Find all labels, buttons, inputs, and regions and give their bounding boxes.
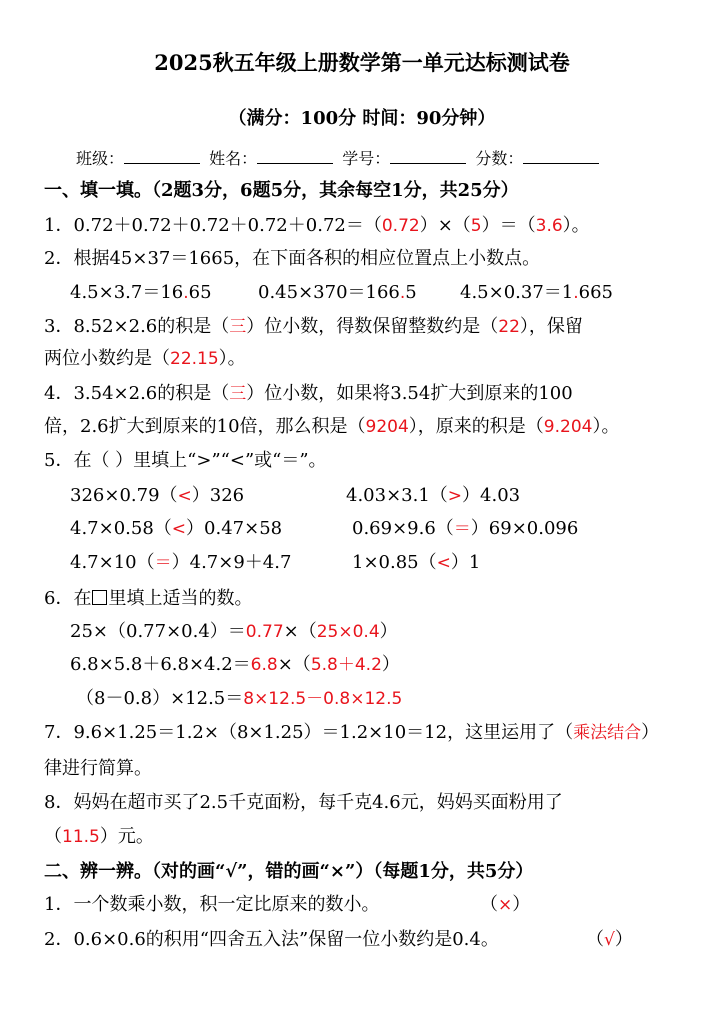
q5-r2r-post: ）69×0.096	[470, 518, 579, 539]
q2-e3-pre: 4.5×0.37＝1	[460, 282, 574, 303]
q5-r3l-post: ）4.7×9＋4.7	[171, 552, 292, 573]
q2-expr-1	[70, 282, 212, 304]
q5-text: 5．在（ ）里填上“>”“<”或“＝”。	[44, 450, 327, 471]
score-blank[interactable]	[523, 149, 599, 164]
q2-e1-pre: 4.5×3.7＝16	[70, 282, 184, 303]
q3-answer-1: 三	[229, 317, 247, 337]
q3-answer-2: 22	[498, 317, 520, 337]
q6-row3	[76, 688, 402, 710]
info-row	[76, 148, 603, 170]
q4-l2-mid: ），原来的积是（	[408, 416, 544, 437]
section2-heading: 二、辨一辨。（对的画“√”，错的画“×”）（每题1分，共5分）	[44, 861, 534, 882]
q3-answer-3: 22.15	[170, 349, 219, 369]
q7-answer: 乘法结合	[573, 723, 642, 743]
name-blank[interactable]	[257, 149, 333, 164]
q6-r1-answer-b: 25×0.4	[316, 622, 380, 642]
q8-answer: 11.5	[62, 827, 100, 847]
q8-line2	[44, 826, 154, 848]
q2-e2-dot: .	[399, 283, 406, 303]
q6-row2	[70, 654, 400, 676]
q6-post: 里填上适当的数。	[108, 588, 253, 609]
q2-expr-2	[258, 282, 417, 304]
q6-r1-pre: 25×（0.77×0.4）＝	[70, 621, 246, 642]
q4-answer-2: 9204	[365, 417, 409, 437]
judge-q2-answer-box	[586, 929, 633, 951]
q1-answer-2: 5	[470, 216, 482, 236]
page-title: 2025秋五年级上册数学第一单元达标测试卷	[154, 50, 570, 75]
q5-r3l-pre: 4.7×10（	[70, 552, 155, 573]
q2-e3-dot: .	[573, 283, 579, 303]
q7-post: ）	[641, 722, 660, 743]
q5-r1r-answer: >	[447, 486, 463, 506]
q5-r3r-pre: 1×0.85（	[352, 552, 437, 573]
q5-r2r-pre: 0.69×9.6（	[352, 518, 454, 539]
name-label: 姓名：	[209, 149, 258, 168]
q3-mid1: ）位小数，得数保留整数约是（	[246, 316, 499, 337]
q6-r1-post: ）	[379, 621, 398, 642]
q6-r2-pre: 6.8×5.8＋6.8×4.2＝	[70, 654, 251, 675]
q5-r1r-pre: 4.03×3.1（	[346, 485, 448, 506]
judge-q1-answer: ×	[498, 895, 513, 915]
class-blank[interactable]	[124, 149, 200, 164]
q6-row1	[70, 621, 398, 643]
q4-answer-3: 9.204	[543, 417, 593, 437]
q4-line1	[44, 383, 573, 405]
q1-answer-3: 3.6	[535, 216, 563, 236]
class-label: 班级：	[76, 149, 125, 168]
q5-row3-left	[70, 552, 291, 574]
q5-row2-left	[70, 518, 282, 540]
q3-mid2: ），保留	[519, 316, 583, 337]
q6-r2-post: ）	[381, 654, 400, 675]
q6-r1-mid: ×（	[283, 621, 317, 642]
q4-line2	[44, 416, 619, 438]
q2-e1-post: 65	[188, 282, 212, 303]
judge-q2-answer: √	[604, 930, 615, 950]
id-label: 学号：	[342, 149, 391, 168]
q5-r1l-pre: 326×0.79（	[70, 485, 178, 506]
q5-row1-left	[70, 485, 244, 507]
q3-l2-pre: 两位小数约是（	[44, 348, 170, 369]
q6-r2-answer-a: 6.8	[250, 655, 278, 675]
q1-pre: 1．0.72＋0.72＋0.72＋0.72＋0.72＝（	[44, 215, 382, 236]
q6-text	[44, 588, 252, 610]
q3-pre: 3．8.52×2.6的积是（	[44, 316, 230, 337]
q1-mid1: ）×（	[419, 215, 471, 236]
q6-r1-answer-a: 0.77	[245, 622, 284, 642]
q5-r1r-post: ）4.03	[462, 485, 521, 506]
q6-r2-answer-b: 5.8＋4.2	[310, 655, 382, 675]
judge-q2-text: 2．0.6×0.6的积用“四舍五入法”保留一位小数约是0.4。	[44, 929, 499, 950]
q5-r2l-post: ）0.47×58	[186, 518, 283, 539]
subtitle: （满分：100分 时间：90分钟）	[228, 108, 496, 129]
q5-r2l-answer: <	[171, 519, 187, 539]
judge-q2-open: （	[586, 929, 604, 950]
q1-post: ）。	[562, 215, 590, 236]
q5-r2r-answer: ＝	[453, 519, 471, 539]
q5-r1l-post: ）326	[191, 485, 245, 506]
q3-line1	[44, 316, 583, 338]
q5-r3r-post: ）1	[450, 552, 481, 573]
q5-row3-right	[352, 552, 480, 574]
q1-mid2: ）＝（	[481, 215, 536, 236]
square-box-icon	[92, 590, 107, 605]
judge-q2-close: ）	[614, 929, 633, 950]
q5-r1l-answer: <	[177, 486, 192, 506]
q7-line2: 律进行简算。	[44, 758, 152, 779]
q2-e3-post: 665	[578, 282, 614, 303]
q4-mid1: ）位小数，如果将3.54扩大到原来的100	[246, 383, 573, 404]
score-label: 分数：	[475, 149, 524, 168]
q6-pre: 6．在	[44, 588, 92, 609]
judge-q1-answer-box	[480, 894, 530, 916]
q2-expr-3	[460, 282, 613, 304]
q6-r2-mid: ×（	[277, 654, 311, 675]
q4-l2-post: ）。	[592, 416, 620, 437]
judge-q1-text: 1．一个数乘小数，积一定比原来的数小。	[44, 894, 380, 915]
q4-l2-pre: 倍，2.6扩大到原来的10倍，那么积是（	[44, 416, 366, 437]
q2-e1-dot: .	[183, 283, 189, 303]
q4-answer-1: 三	[229, 384, 247, 404]
q5-r3r-answer: <	[436, 553, 451, 573]
q3-l2-post: ）。	[218, 348, 246, 369]
q2-e2-post: 5	[405, 282, 417, 303]
q5-row2-right	[352, 518, 578, 540]
q1	[44, 215, 590, 237]
q4-pre: 4．3.54×2.6的积是（	[44, 383, 230, 404]
q5-r2l-pre: 4.7×0.58（	[70, 518, 172, 539]
q8-l2-post: ）元。	[99, 826, 154, 847]
q1-answer-1: 0.72	[381, 216, 420, 236]
id-blank[interactable]	[390, 149, 466, 164]
q3-line2	[44, 348, 246, 370]
q5-r3l-answer: ＝	[154, 553, 172, 573]
q2-e2-pre: 0.45×370＝166	[258, 282, 400, 303]
q6-r3-answer: 8×12.5－0.8×12.5	[243, 689, 403, 709]
section1-heading: 一、填一填。（2题3分，6题5分，其余每空1分，共25分）	[44, 180, 519, 201]
q7-line1	[44, 722, 659, 744]
q2-text: 2．根据45×37＝1665，在下面各积的相应位置点上小数点。	[44, 248, 541, 269]
q5-row1-right	[346, 485, 520, 507]
judge-q1-close: ）	[512, 894, 531, 915]
judge-q1-open: （	[480, 894, 498, 915]
q7-pre: 7．9.6×1.25＝1.2×（8×1.25）＝1.2×10＝12，这里运用了（	[44, 722, 574, 743]
q6-r3-pre: （8－0.8）×12.5＝	[76, 688, 244, 709]
q8-line1: 8．妈妈在超市买了2.5千克面粉，每千克4.6元，妈妈买面粉用了	[44, 792, 563, 813]
q8-l2-pre: （	[44, 826, 62, 847]
